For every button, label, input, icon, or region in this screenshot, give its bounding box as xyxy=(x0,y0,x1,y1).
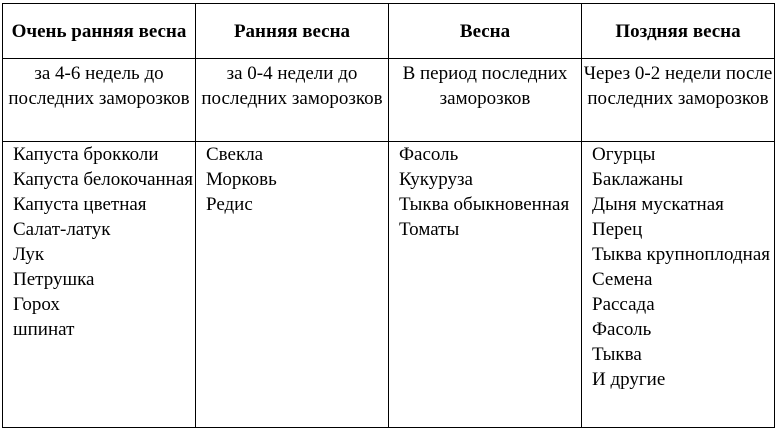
crop-list-item: Рассада xyxy=(592,294,655,315)
crop-list xyxy=(196,142,388,217)
crop-list-item: Салат-латук xyxy=(13,219,111,240)
header-cell-spring xyxy=(389,4,582,59)
crop-list-item: Огурцы xyxy=(592,144,656,165)
header-label: Поздняя весна xyxy=(615,20,741,42)
timing-cell: за 4-6 недель до последних заморозков xyxy=(3,59,196,142)
crop-list-item: Свекла xyxy=(206,144,264,165)
planting-season-table xyxy=(2,3,775,428)
crop-list-item: Горох xyxy=(13,294,60,315)
header-label: Весна xyxy=(459,20,511,42)
timing-cell: Через 0-2 недели после последних заморозков xyxy=(582,59,775,142)
crop-list-item: Томаты xyxy=(399,219,460,240)
crop-list-item: Морковь xyxy=(206,169,277,190)
crop-list-item: Перец xyxy=(592,219,643,240)
crop-list-item: Капуста цветная xyxy=(13,194,147,215)
crop-list-item: Петрушка xyxy=(13,269,95,290)
crops-row xyxy=(3,142,775,428)
crops-cell-very-early-spring xyxy=(3,142,196,428)
crop-list-item: Тыква обыкновенная xyxy=(399,194,570,215)
crop-list xyxy=(3,142,195,342)
crops-cell-late-spring xyxy=(582,142,775,428)
crop-list-item: Капуста брокколи xyxy=(13,144,159,165)
timing-cell: В период последних заморозков xyxy=(389,59,582,142)
crop-list xyxy=(582,142,774,392)
crop-list-item: Тыква крупноплодная xyxy=(592,244,770,265)
crop-list-item: Редис xyxy=(206,194,253,215)
crop-list-item: Тыква xyxy=(592,344,642,365)
header-cell-late-spring xyxy=(582,4,775,59)
crop-list-item: Лук xyxy=(13,244,45,265)
crop-list-item: Семена xyxy=(592,269,653,290)
crop-list-item: Фасоль xyxy=(592,319,652,340)
crop-list xyxy=(389,142,581,242)
crop-list-item: Дыня мускатная xyxy=(592,194,724,215)
crop-list-item: шпинат xyxy=(13,319,75,340)
header-row xyxy=(3,4,775,59)
header-cell-very-early-spring xyxy=(3,4,196,59)
crop-list-item: Кукуруза xyxy=(399,169,473,190)
crops-cell-early-spring xyxy=(196,142,389,428)
crop-list-item: Капуста белокочанная xyxy=(13,169,194,190)
crop-list-item: Баклажаны xyxy=(592,169,683,190)
header-label: Очень ранняя весна xyxy=(11,20,187,42)
crops-cell-spring xyxy=(389,142,582,428)
crop-list-item: Фасоль xyxy=(399,144,459,165)
header-cell-early-spring xyxy=(196,4,389,59)
header-label: Ранняя весна xyxy=(233,20,351,42)
timing-cell: за 0-4 недели до последних заморозков xyxy=(196,59,389,142)
timing-row xyxy=(3,59,775,142)
crop-list-item: И другие xyxy=(592,369,666,390)
